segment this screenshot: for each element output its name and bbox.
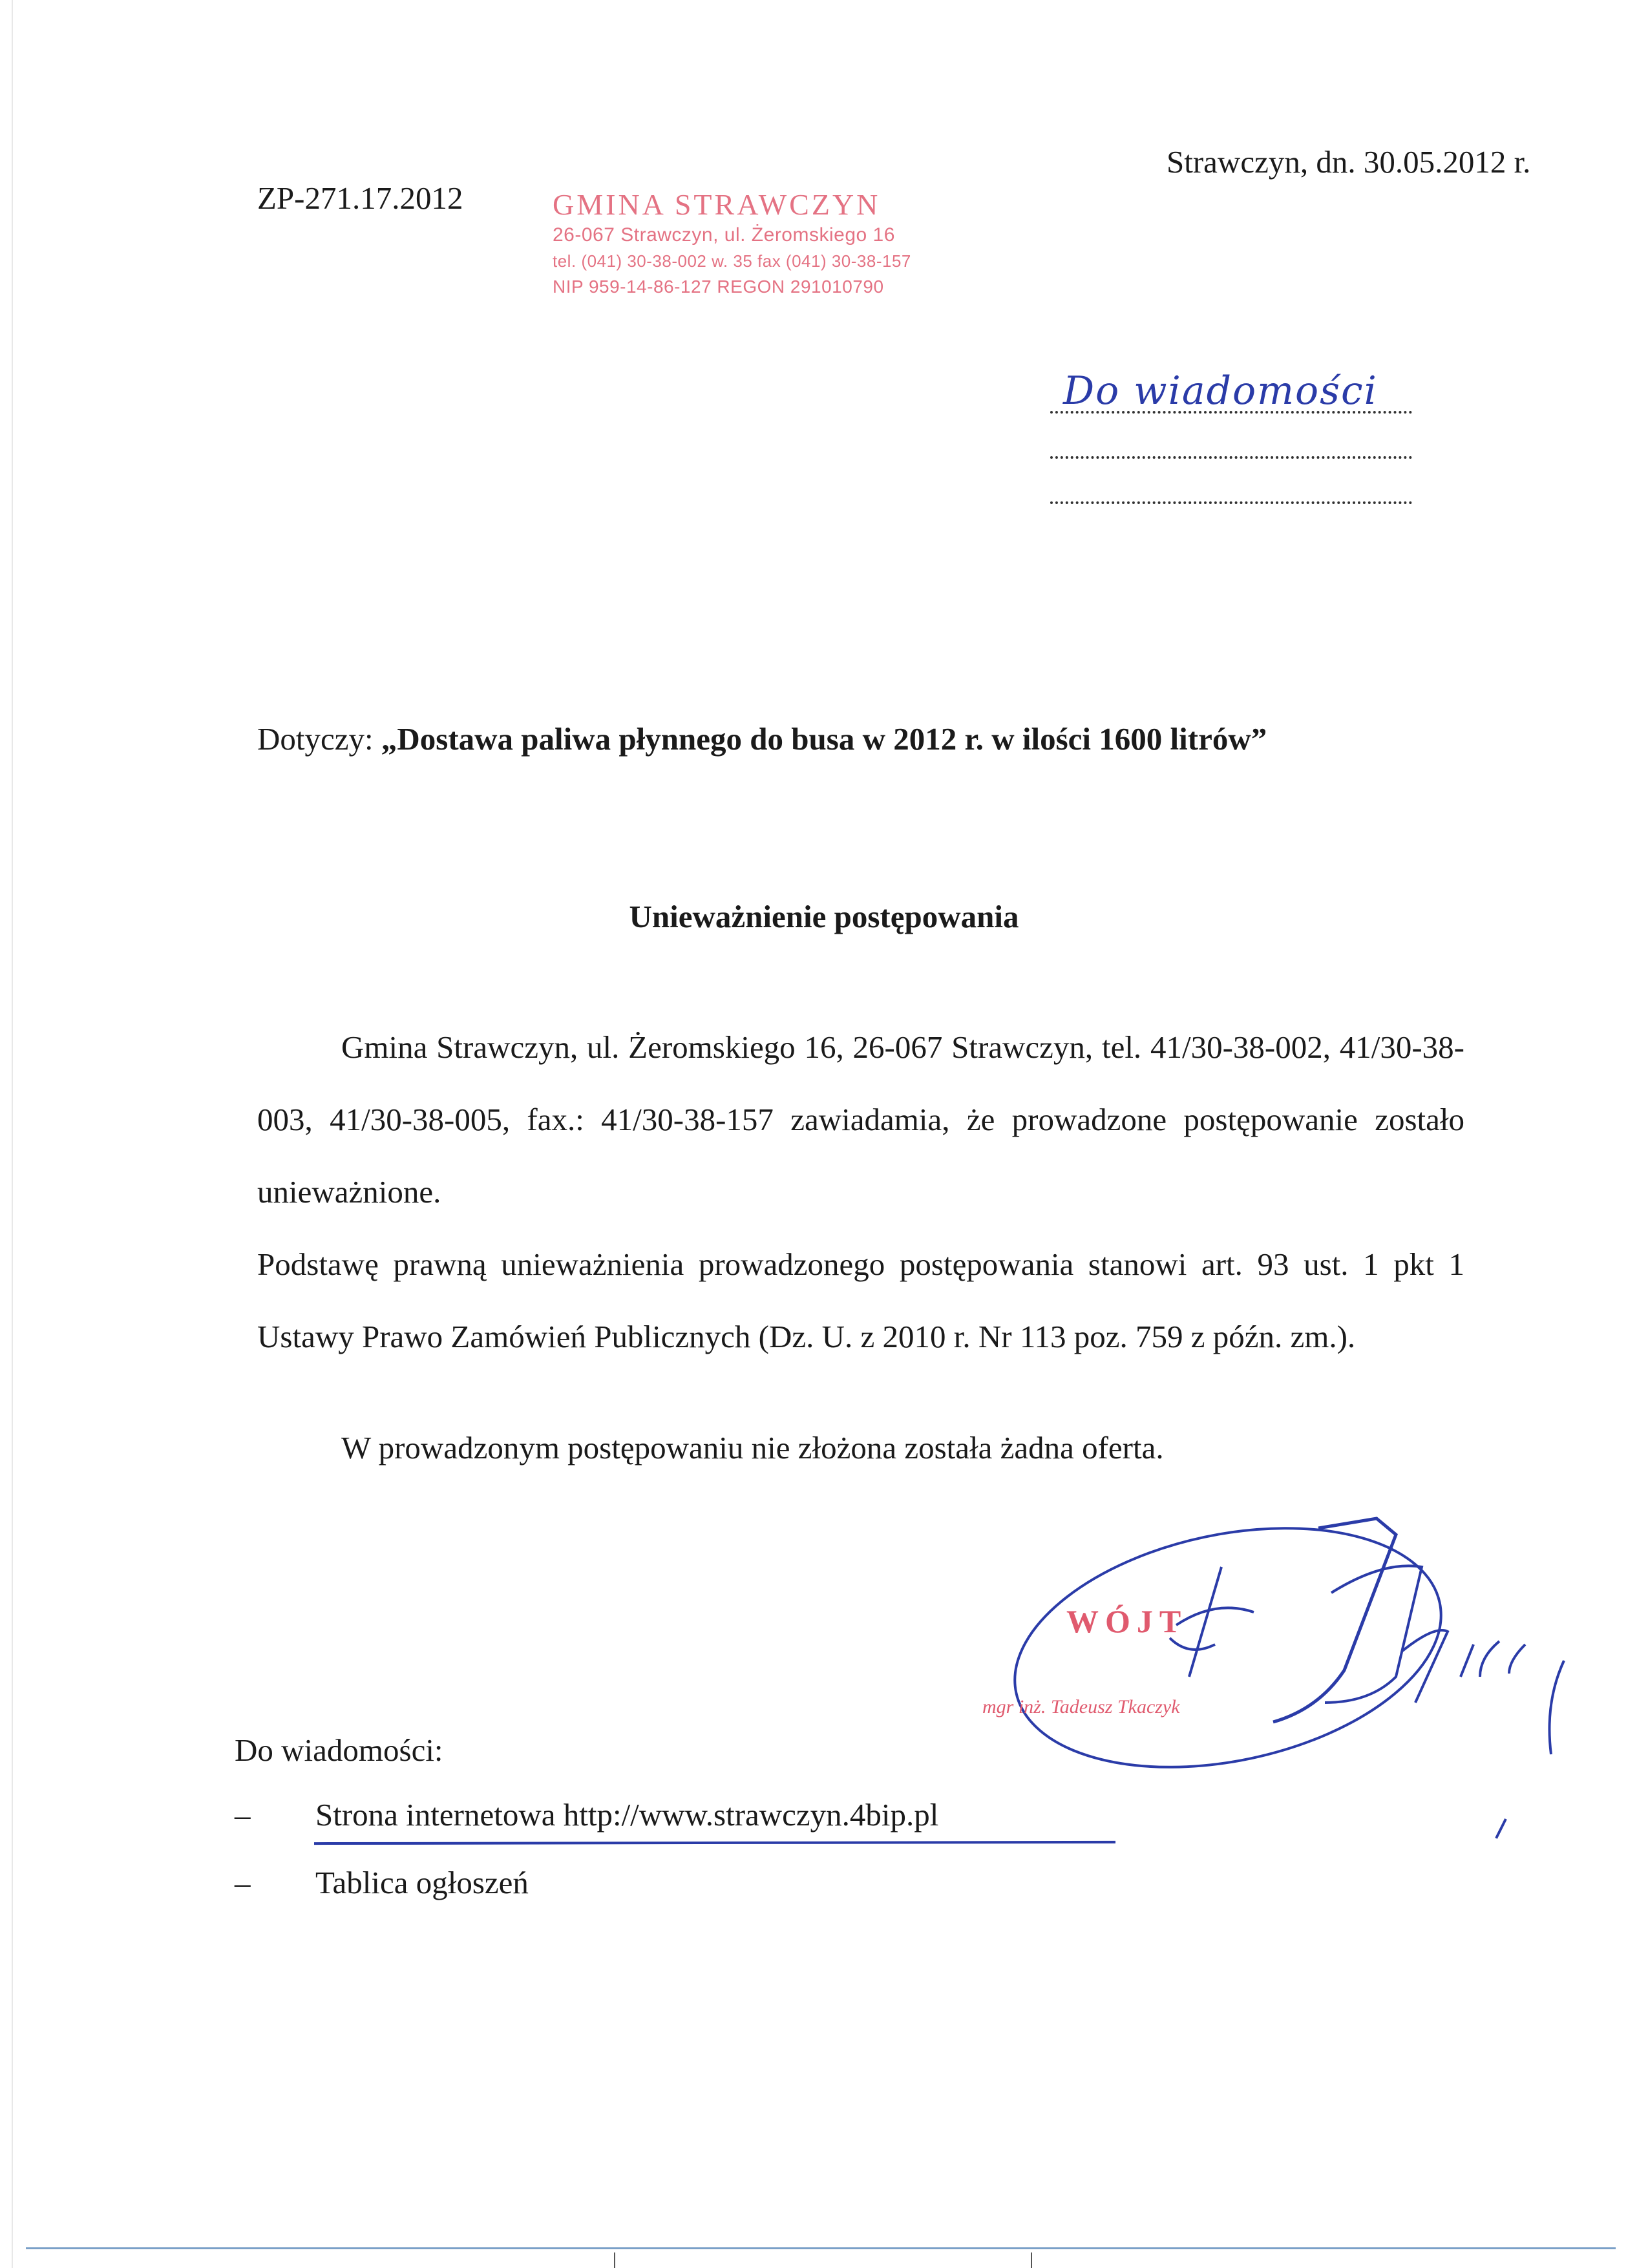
scan-edge-tick: [614, 2252, 615, 2268]
scan-edge-tick: [1031, 2252, 1032, 2268]
scan-bottom-edge: [26, 2247, 1616, 2249]
document-heading: Unieważnienie postępowania: [629, 899, 1019, 934]
recipient-line-2: [1050, 414, 1412, 459]
scan-left-edge: [12, 0, 13, 2268]
list-dash: –: [235, 1865, 251, 1900]
recipient-lines: [1050, 368, 1412, 504]
recipient-line-3: [1050, 459, 1412, 504]
stamp-phones: tel. (041) 30-38-002 w. 35 fax (041) 30-38-157: [553, 251, 911, 271]
stamp-address: 26-067 Strawczyn, ul. Żeromskiego 16: [553, 224, 895, 246]
municipality-stamp: [553, 187, 914, 317]
signature-block: [982, 1509, 1629, 1845]
signatory-title: WÓJT: [1066, 1603, 1188, 1639]
distribution-item-website: Strona internetowa http://www.strawczyn.4bip.pl: [315, 1797, 939, 1832]
distribution-heading: Do wiadomości:: [235, 1732, 443, 1768]
body-paragraph-3: W prowadzonym postępowaniu nie złożona została żadna oferta.: [341, 1430, 1164, 1465]
subject-line: [257, 720, 1267, 757]
stamp-title: GMINA STRAWCZYN: [553, 188, 881, 221]
subject-title: „Dostawa paliwa płynnego do busa w 2012 r. w ilości 1600 litrów”: [381, 721, 1267, 757]
handwritten-recipient: Do wiadomości: [1063, 368, 1378, 414]
list-dash: –: [235, 1797, 251, 1832]
body-paragraph-1: Gmina Strawczyn, ul. Żeromskiego 16, 26-067 Strawczyn, tel. 41/30-38-002, 41/30-38-003, 41/30-38-005, fax.: 41/30-38-157 zawiadamia, że prowadzone postępowanie zostało unieważnione.: [257, 1029, 1464, 1210]
body-paragraph-2: Podstawę prawną unieważnienia prowadzonego postępowania stanowi art. 93 ust. 1 pkt 1 Ustawy Prawo Zamówień Publicznych (Dz. U. z 2010 r. Nr 113 poz. 759 z późn. zm.).: [257, 1246, 1464, 1354]
recipient-line-1: [1050, 368, 1412, 414]
document-body: [257, 1011, 1464, 1484]
place-date: Strawczyn, dn. 30.05.2012 r.: [1167, 144, 1531, 180]
signature-scribble: [982, 1509, 1629, 1845]
signatory-name: mgr inż. Tadeusz Tkaczyk: [982, 1696, 1180, 1717]
distribution-item-noticeboard: Tablica ogłoszeń: [315, 1865, 529, 1900]
subject-label: Dotyczy:: [257, 721, 381, 757]
stamp-ids: NIP 959-14-86-127 REGON 291010790: [553, 277, 884, 297]
reference-number: ZP-271.17.2012: [257, 180, 463, 216]
